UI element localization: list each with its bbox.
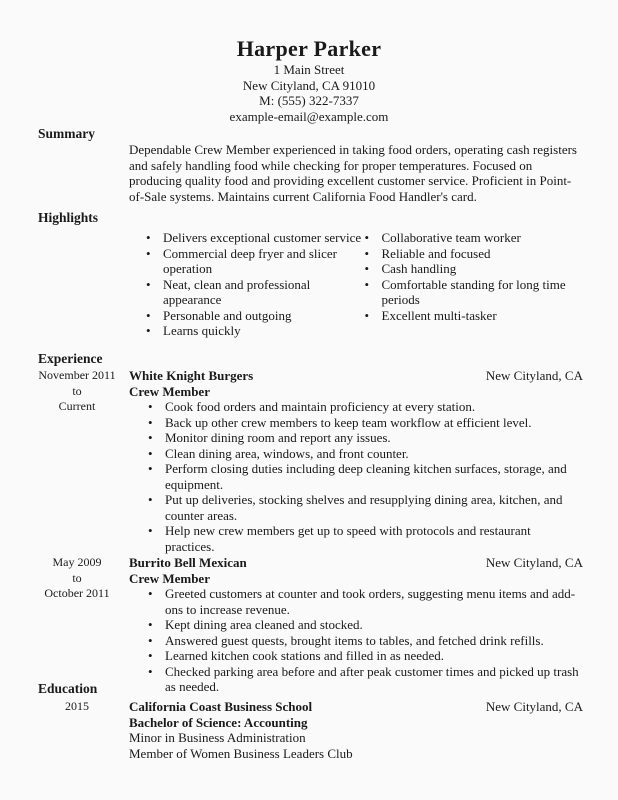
job-bullet: • Kept dining area cleaned and stocked. [148, 617, 583, 633]
phone: M: (555) 322-7337 [259, 93, 359, 108]
highlights-heading: Highlights [38, 210, 99, 225]
candidate-name: Harper Parker [236, 36, 382, 61]
job-title: Crew Member [129, 383, 210, 399]
highlight-item: • Learns quickly [146, 323, 365, 339]
highlights-section [38, 210, 583, 339]
job-bullet: • Back up other crew members to keep team workflow at efficient level. [148, 415, 583, 431]
school-name: California Coast Business School [129, 699, 313, 714]
experience-section [38, 351, 583, 695]
job-start-date: November 2011 [38, 368, 116, 382]
highlight-item: • Delivers exceptional customer service [146, 230, 365, 246]
job-date-separator: to [72, 383, 82, 398]
highlight-item: • Collaborative team worker [365, 230, 584, 246]
job-entry [38, 555, 583, 695]
job-start-date: May 2009 [52, 555, 102, 569]
job-bullet: • Checked parking area before and after peak customer times and picked up trash as needed. [148, 664, 583, 695]
education-entry [38, 699, 583, 761]
highlights-right-column [365, 230, 584, 339]
job-bullet: • Monitor dining room and report any issues. [148, 430, 583, 446]
city-state-zip: New Cityland, CA 91010 [242, 77, 376, 93]
experience-heading: Experience [38, 351, 103, 366]
job-location: New Cityland, CA [485, 555, 583, 570]
summary-heading: Summary [38, 126, 95, 141]
highlight-item: • Reliable and focused [365, 246, 584, 262]
job-bullet: • Put up deliveries, stocking shelves and resupplying dining area, kitchen, and counter areas. [148, 492, 583, 523]
highlight-item: • Personable and outgoing [146, 308, 365, 324]
job-entry [38, 368, 583, 554]
job-location: New Cityland, CA [485, 368, 583, 383]
job-bullet: • Help new crew members get up to speed with protocols and restaurant practices. [148, 523, 583, 554]
job-dates [38, 555, 116, 695]
address: 1 Main Street [273, 62, 345, 77]
highlight-item: • Commercial deep fryer and slicer operation [146, 246, 365, 277]
email: example-email@example.com [229, 108, 389, 124]
highlight-item: • Excellent multi-tasker [365, 308, 584, 324]
highlight-item: • Cash handling [365, 261, 584, 277]
highlight-item: • Comfortable standing for long time periods [365, 277, 584, 308]
job-bullet: • Clean dining area, windows, and front counter. [148, 446, 583, 462]
club-membership: Member of Women Business Leaders Club [129, 745, 353, 761]
highlight-item: • Neat, clean and professional appearance [146, 277, 365, 308]
job-bullet: • Learned kitchen cook stations and filled in as needed. [148, 648, 583, 664]
job-title: Crew Member [129, 570, 210, 586]
job-bullet: • Greeted customers at counter and took orders, suggesting menu items and add-ons to increase revenue. [148, 586, 583, 617]
job-date-separator: to [72, 570, 82, 585]
resume-header [0, 36, 618, 124]
degree: Bachelor of Science: Accounting [129, 714, 308, 730]
employer-name: Burrito Bell Mexican [129, 555, 247, 570]
summary-text: Dependable Crew Member experienced in taking food orders, operating cash registers and safely handling food while checking for proper temperatures. Focused on producing quality food and providing excellent customer service. Proficient in Point-of-Sale systems. Maintains current California Food Handler's card. [129, 142, 577, 205]
education-heading: Education [38, 681, 98, 696]
school-location: New Cityland, CA [485, 699, 583, 714]
job-end-date: October 2011 [44, 586, 110, 600]
job-end-date: Current [58, 399, 96, 413]
minor: Minor in Business Administration [129, 730, 306, 745]
job-bullet: • Cook food orders and maintain proficiency at every station. [148, 399, 583, 415]
education-section [38, 681, 583, 761]
graduation-year: 2015 [65, 699, 89, 713]
summary-section [38, 126, 583, 205]
employer-name: White Knight Burgers [129, 368, 254, 383]
job-bullet: • Perform closing duties including deep cleaning kitchen surfaces, storage, and equipment. [148, 461, 583, 492]
job-dates [38, 368, 116, 554]
highlights-left-column [146, 230, 365, 339]
job-bullet: • Answered guest quests, brought items to tables, and fetched drink refills. [148, 633, 583, 649]
